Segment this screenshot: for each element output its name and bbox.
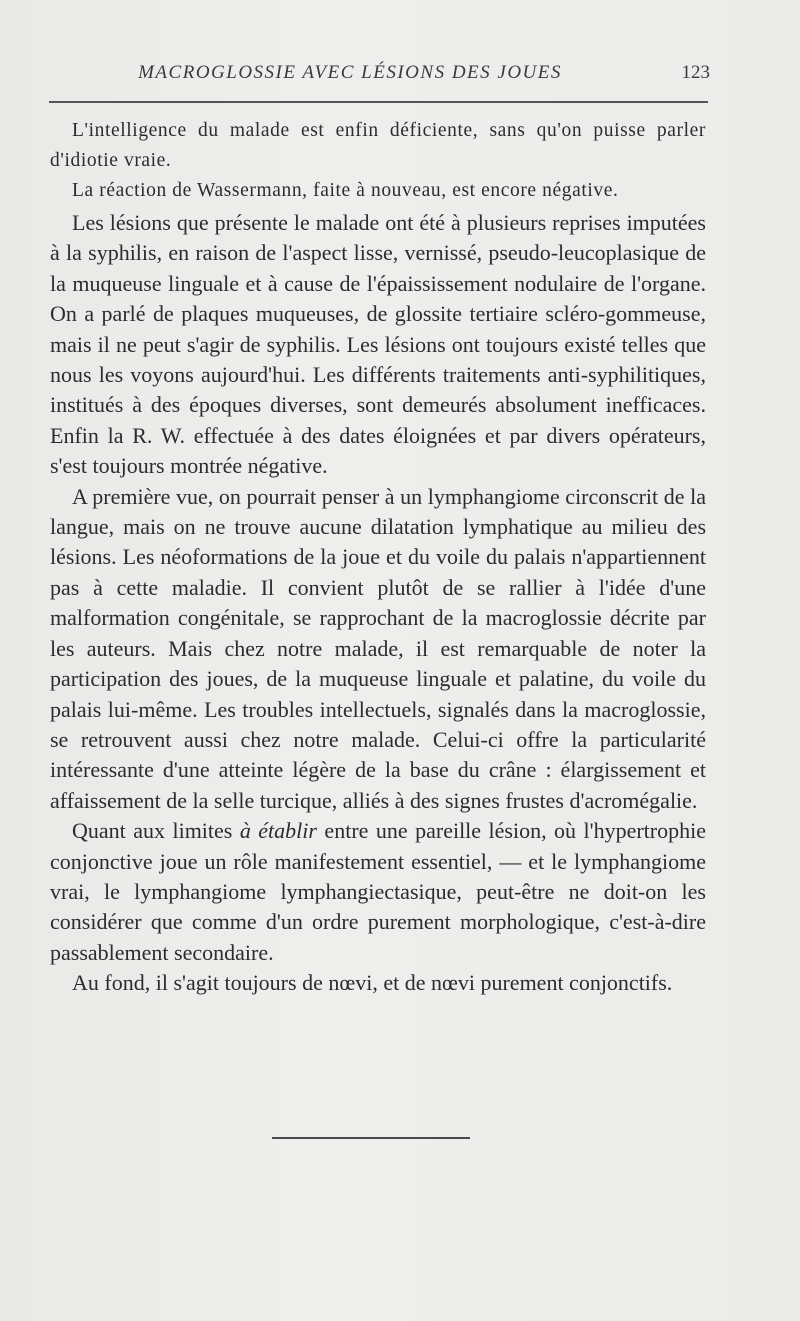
- running-title: MACROGLOSSIE AVEC LÉSIONS DES JOUES: [138, 62, 562, 83]
- paragraph-text: A première vue, on pourrait penser à un lymphangiome circonscrit de la langue, mais on ne trouve aucune dilatation lymphatique au milieu des lésions. Les néoformations de la joue et du voile du palais n'appartiennent pas à cette maladie. Il convient plutôt de se rallier à l'idée d'une malformation congénitale, se rapprochant de la macroglossie décrite par les auteurs. Mais chez notre malade, il est remarquable de noter la participation des joues, de la muqueuse linguale et palatine, du voile du palais lui-même. Les troubles intellectuels, signalés dans la macroglossie, se retrouvent aussi chez notre malade. Celui-ci offre la particularité intéressante d'une atteinte légère de la base du crâne : élargissement et affaissement de la selle turcique, alliés à des signes frustes d'acromégalie.: [50, 483, 706, 813]
- header-rule: [49, 101, 708, 103]
- paragraph: [50, 482, 706, 816]
- paragraph-text: Les lésions que présente le malade ont été à plusieurs reprises imputées à la syphilis, en raison de l'aspect lisse, vernissé, pseudo-leucoplasique de la muqueuse linguale et à cause de l'épaississement nodulaire de l'organe. On a parlé de plaques muqueuses, de glossite tertiaire scléro-gommeuse, mais il ne peut s'agir de syphilis. Les lésions ont toujours existé telles que nous les voyons aujourd'hui. Les différents traitements anti-syphilitiques, institués à des époques diverses, sont demeurés absolument inefficaces. Enfin la R. W. effectuée à des dates éloignées et par divers opérateurs, s'est toujours montrée négative.: [50, 210, 706, 479]
- paragraph: [50, 816, 706, 968]
- page-number: 123: [681, 62, 710, 83]
- small-paragraph: L'intelligence du malade est enfin déficiente, sans qu'on puisse parler d'idiotie vraie.: [50, 120, 706, 171]
- italic-phrase: à établir: [239, 818, 317, 844]
- end-rule: [272, 1137, 470, 1139]
- body-text: [50, 208, 706, 999]
- paragraph-text: entre une pareille lésion, où l'hypertrophie conjonctive joue un rôle manifestement essentiel, — et le lymphangiome vrai, le lymphangiome lymphangiectasique, peut-être ne doit-on les considérer que comme d'un ordre purement morphologique, c'est-à-dire passablement secondaire.: [50, 818, 706, 965]
- small-paragraph: La réaction de Wassermann, faite à nouveau, est encore négative.: [72, 180, 619, 201]
- paragraph-text: Au fond, il s'agit toujours de nœvi, et de nœvi purement conjonctifs.: [72, 970, 673, 996]
- paragraph: [50, 968, 706, 998]
- running-head: [50, 62, 710, 92]
- paragraph: [50, 208, 706, 482]
- paragraph-text: Quant aux limites: [72, 818, 240, 844]
- small-print-block: [50, 116, 706, 206]
